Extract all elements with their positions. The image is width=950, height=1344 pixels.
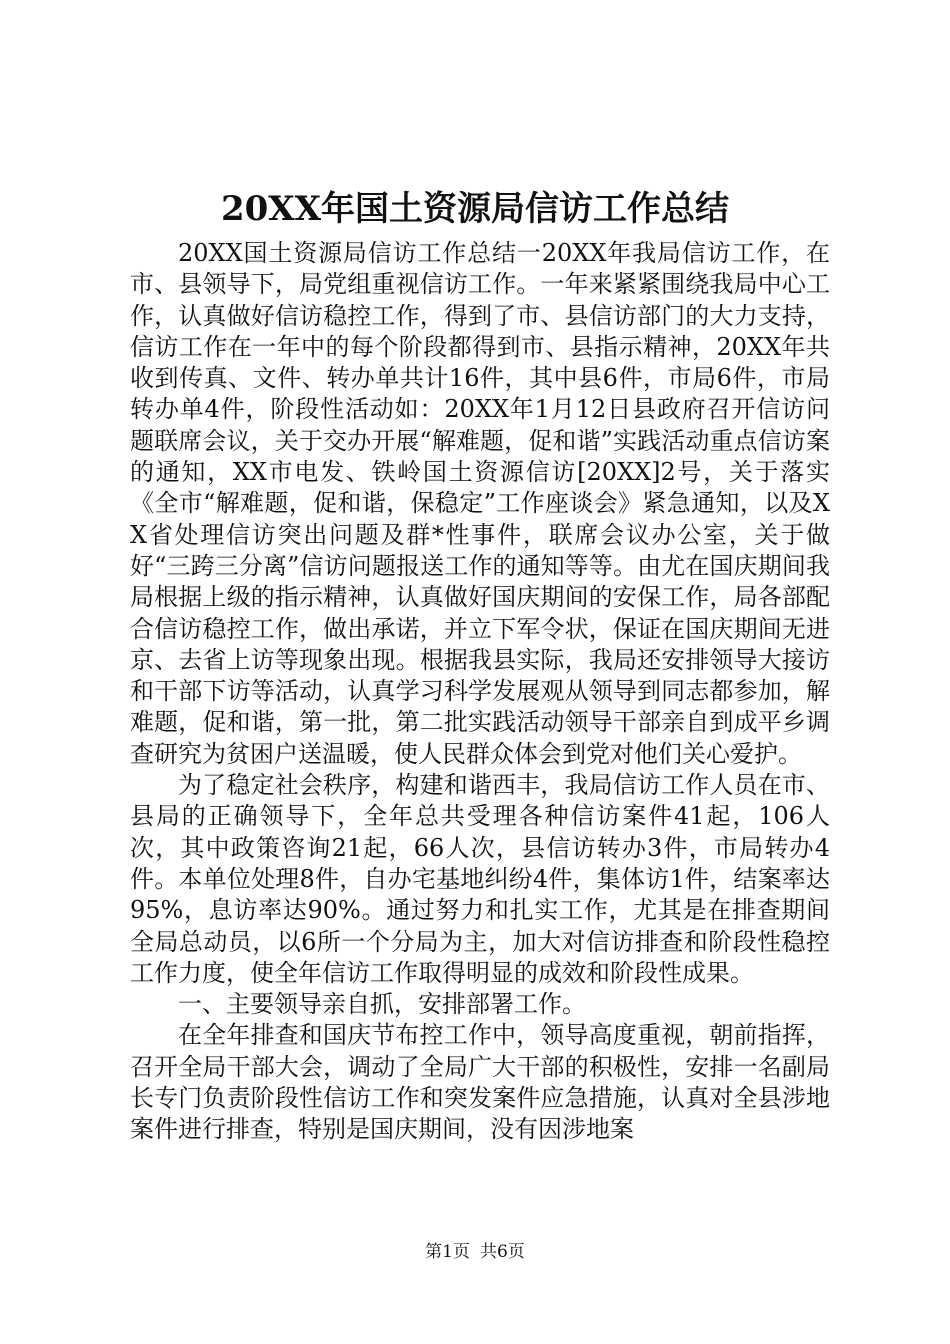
page-number: 第1页 [425,1242,470,1262]
page-footer [0,1240,950,1264]
paragraph-section-1: 在全年排查和国庆节布控工作中，领导高度重视，朝前指挥，召开全局干部大会，调动了全局广大干部的积极性，安排一名副局长专门负责阶段性信访工作和突发案件应急措施，认真对全县涉地案件进行排查，特别是国庆期间，没有因涉地案 [130,1021,830,1144]
page-total: 共6页 [480,1242,525,1262]
section-heading-1: 一、主要领导亲自抓，安排部署工作。 [178,990,586,1019]
paragraph-intro: 20XX国土资源局信访工作总结一20XX年我局信访工作，在市、县领导下，局党组重视信访工作。一年来紧紧围绕我局中心工作，认真做好信访稳控工作，得到了市、县信访部门的大力支持，信访工作在一年中的每个阶段都得到市、县指示精神，20XX年共收到传真、文件、转办单共计16件，其中县6件，市局6件，市局转办单4件，阶段性活动如：20XX年1月12日县政府召开信访问题联席会议，关于交办开展“解难题，促和谐”实践活动重点信访案的通知，XX市电发、铁岭国土资源信访[20XX]2号，关于落实《全市“解难题，促和谐，保稳定”工作座谈会》紧急通知，以及XX省处理信访突出问题及群*性事件，联席会议办公室，关于做好“三跨三分离”信访问题报送工作的通知等等。由尤在国庆期间我局根据上级的指示精神，认真做好国庆期间的安保工作，局各部配合信访稳控工作，做出承诺，并立下军令状，保证在国庆期间无进京、去省上访等现象出现。根据我县实际，我局还安排领导大接访和干部下访等活动，认真学习科学发展观从领导到同志都参加，解难题，促和谐，第一批，第二批实践活动领导干部亲自到成平乡调查研究为贫困户送温暖，使人民群众体会到党对他们关心爱护。 [130,239,830,768]
paragraph-statistics: 为了稳定社会秩序，构建和谐西丰，我局信访工作人员在市、县局的正确领导下，全年总共受理各种信访案件41起，106人次，其中政策咨询21起，66人次，县信访转办3件，市局转办4件。本单位处理8件，自办宅基地纠纷4件，集体访1件，结案率达95%，息访率达90%。通过努力和扎实工作，尤其是在排查期间全局总动员，以6所一个分局为主，加大对信访排查和阶段性稳控工作力度，使全年信访工作取得明显的成效和阶段性成果。 [130,771,830,987]
document-body [130,238,830,1146]
document-title: 20XX年国土资源局信访工作总结 [220,189,730,229]
